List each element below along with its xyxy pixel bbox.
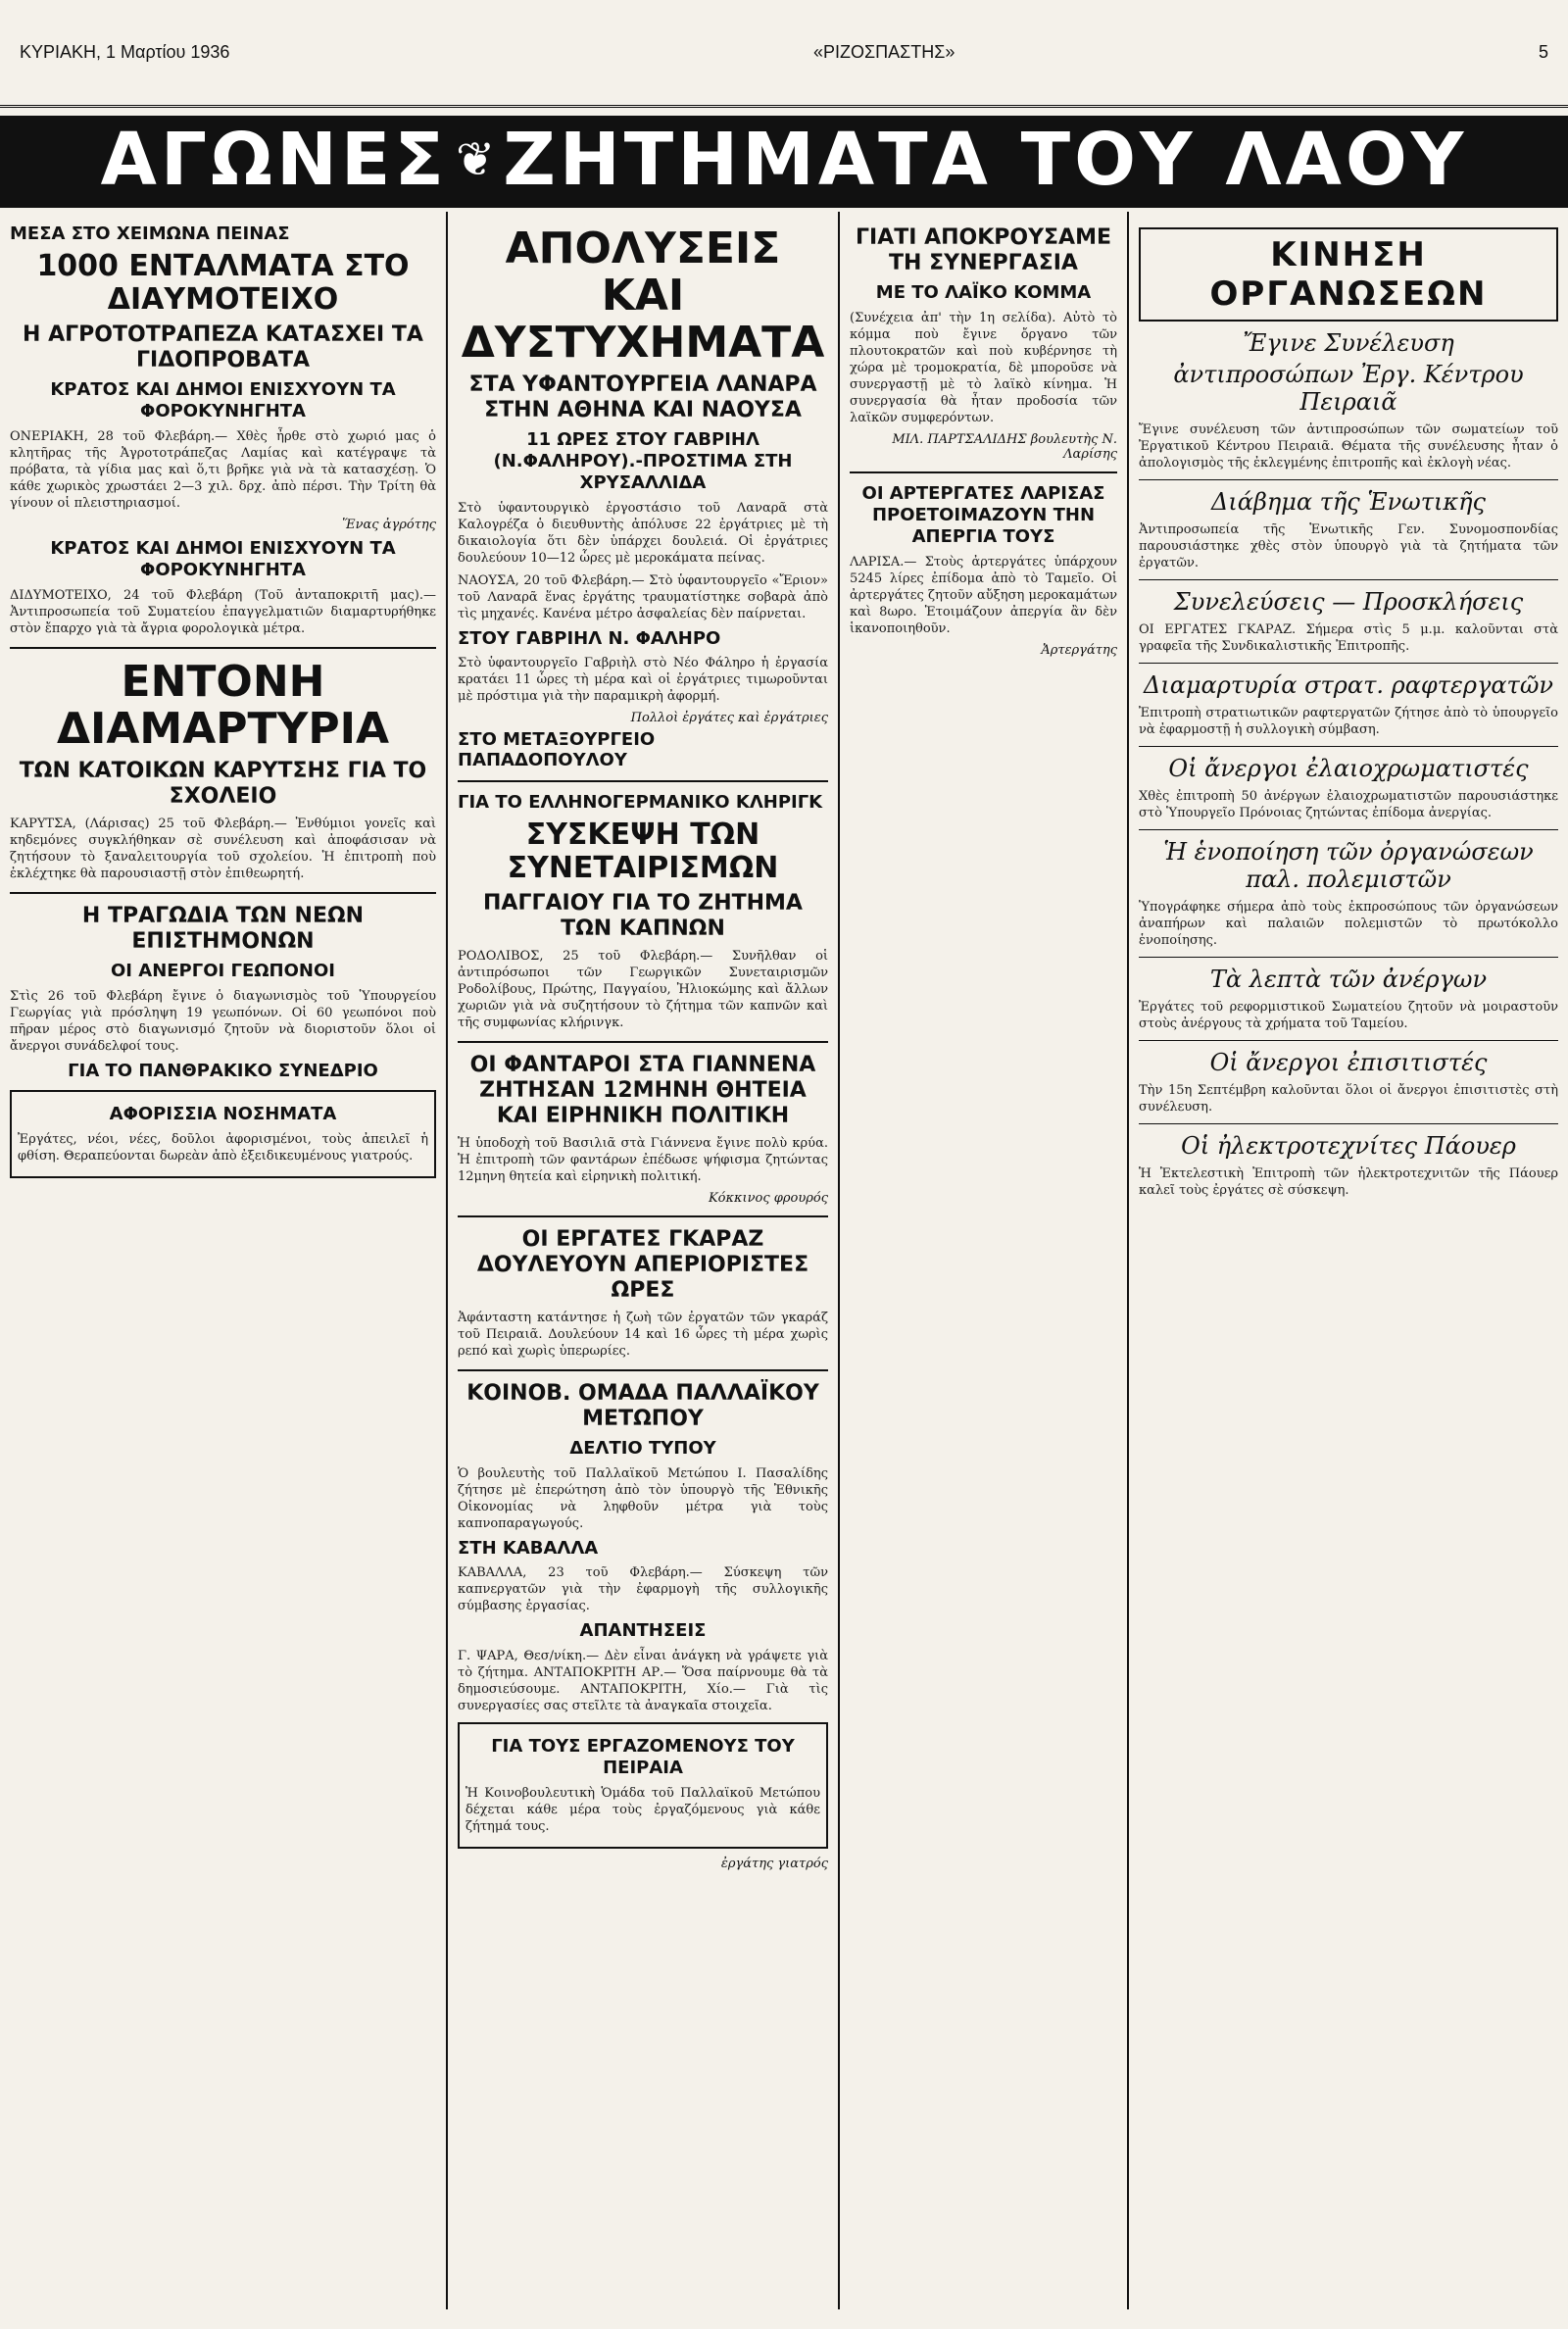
- article-body: ΟΝΕΡΙΑΚΗ, 28 τοῦ Φλεβάρη.— Χθὲς ἦρθε στὸ χωριό μας ὁ κλητῆρας τῆς Ἀγροτοτράπεζας Λαμίας καὶ κατέγραψε τὰ πρόβατα, τὰ γίδια μας καὶ ὅ,τι βρῆκε γιὰ νὰ τὰ κατασχέσῃ. Ὁ κάθε χωρικὸς χρωστάει 2—3 χιλ. δρχ. ἀπὸ πέρσι. Τὴν Τρίτη θὰ γίνουν οἱ πλειστηριασμοί.: [10, 429, 436, 511]
- box-title: ΓΙΑ ΤΟΥΣ ΕΡΓΑΖΟΜΕΝΟΥΣ ΤΟΥ ΠΕΙΡΑΙΑ: [491, 1736, 795, 1778]
- item-body: Ἡ Ἐκτελεστικὴ Ἐπιτροπὴ τῶν ἠλεκτροτεχνιτῶν τῆς Πάουερ καλεῖ τοὺς ἐργάτες σὲ σύσκεψη.: [1139, 1166, 1558, 1198]
- article-subheadline: ΤΩΝ ΚΑΤΟΙΚΩΝ ΚΑΡΥΤΣΗΣ ΓΙΑ ΤΟ ΣΧΟΛΕΙΟ: [19, 759, 427, 809]
- item-body: ΟΙ ΕΡΓΑΤΕΣ ΓΚΑΡΑΖ. Σήμερα στὶς 5 μ.μ. καλοῦνται στὰ γραφεῖα τῆς Συνδικαλιστικῆς Ἐπιτροπῆς.: [1139, 622, 1558, 654]
- article-body: ΝΑΟΥΣΑ, 20 τοῦ Φλεβάρη.— Στὸ ὑφαντουργεῖο «Ἔριον» τοῦ Λαναρᾶ ἕνας ἐργάτης τραυματίστηκε σοβαρὰ ἀπὸ τὶς μηχανές. Κανένα μέτρο ἀσφαλείας δὲν παίρνεται.: [458, 573, 828, 621]
- article-headline: Η ΤΡΑΓΩΔΙΑ ΤΩΝ ΝΕΩΝ ΕΠΙΣΤΗΜΟΝΩΝ: [81, 904, 365, 954]
- divider: [458, 780, 828, 782]
- banner-title-left: ΑΓΩΝΕΣ: [100, 118, 448, 202]
- divider: [1139, 1040, 1558, 1041]
- divider: [458, 1369, 828, 1371]
- article-body: Γ. ΨΑΡΑ, Θεσ/νίκη.— Δὲν εἶναι ἀνάγκη νὰ γράψετε γιὰ τὸ ζήτημα. ΑΝΤΑΠΟΚΡΙΤΗ ΑΡ.— Ὅσα παίρνουμε θὰ τὰ δημοσιεύσουμε. ΑΝΤΑΠΟΚΡΙΤΗ, Χίο.— Γιὰ τὶς συνεργασίες σας στεῖλτε τὰ ἀναγκαῖα στοιχεῖα.: [458, 1649, 828, 1713]
- article-headline: ΣΥΣΚΕΨΗ ΤΩΝ ΣΥΝΕΤΑΙΡΙΣΜΩΝ: [507, 818, 779, 885]
- item-body: Ἔγινε συνέλευση τῶν ἀντιπροσώπων τῶν σωματείων τοῦ Ἐργατικοῦ Κέντρου Πειραιᾶ. Θέματα τῆς συνέλευσης ἦταν ὁ ἀπολογισμὸς τῆς ἐκλεγμένης ἐπιτροπῆς καὶ ἐκλογὴ νέας.: [1139, 422, 1558, 471]
- divider: [10, 892, 436, 894]
- article-subheading: ΣΤΟ ΜΕΤΑΞΟΥΡΓΕΙΟ ΠΑΠΑΔΟΠΟΥΛΟΥ: [458, 729, 656, 770]
- article-headline: ΓΙΑΤΙ ΑΠΟΚΡΟΥΣΑΜΕ ΤΗ ΣΥΝΕΡΓΑΣΙΑ: [855, 225, 1111, 275]
- article-body: Στὸ ὑφαντουργικὸ ἐργοστάσιο τοῦ Λαναρᾶ στὰ Καλογρέζα ὁ διευθυντὴς ἀπόλυσε 22 ἐργάτριες μὲ τὴ δικαιολογία ὅτι δὲν ὑπάρχει δουλειά. Οἱ ἐργάτριες δουλεύουν 10—12 ὧρες μὲ μεροκάματα πείνας.: [458, 501, 828, 566]
- article-subheadline: Η ΑΓΡΟΤΟΤΡΑΠΕΖΑ ΚΑΤΑΣΧΕΙ ΤΑ ΓΙΔΟΠΡΟΒΑΤΑ: [23, 322, 423, 372]
- item-heading: Ἡ ἑνοποίηση τῶν ὀργανώσεων παλ. πολεμιστῶν: [1163, 838, 1534, 893]
- item-heading: Διαμαρτυρία στρατ. ραφτεργατῶν: [1144, 671, 1553, 699]
- column-2: [446, 212, 838, 2309]
- article-headline: ΚΟΙΝΟΒ. ΟΜΑΔΑ ΠΑΛΛΑΪΚΟΥ ΜΕΤΩΠΟΥ: [466, 1381, 819, 1431]
- boxed-notice: [458, 1722, 828, 1849]
- divider: [1139, 746, 1558, 747]
- item-body: Χθὲς ἐπιτροπὴ 50 ἀνέργων ἐλαιοχρωματιστῶν παρουσιάστηκε στὸ Ὑπουργεῖο Πρόνοιας ζητώντας ἐπίδομα ἀνεργίας.: [1139, 789, 1558, 820]
- article-headline: ΟΙ ΕΡΓΑΤΕΣ ΓΚΑΡΑΖ ΔΟΥΛΕΥΟΥΝ ΑΠΕΡΙΟΡΙΣΤΕΣ ΩΡΕΣ: [476, 1227, 809, 1303]
- article-body: Ἀφάνταστη κατάντησε ἡ ζωὴ τῶν ἐργατῶν τῶν γκαράζ τοῦ Πειραιᾶ. Δουλεύουν 14 καὶ 16 ὧρες τὴ μέρα χωρὶς ρεπό καὶ χωρὶς ὑπερωρίες.: [458, 1311, 828, 1359]
- divider: [1139, 579, 1558, 580]
- divider: [850, 471, 1117, 473]
- divider: [1139, 957, 1558, 958]
- box-body: Ἐργάτες, νέοι, νέες, δοῦλοι ἀφορισμένοι, τοὺς ἀπειλεῖ ἡ φθίση. Θεραπεύονται δωρεὰν ἀπὸ ἐξειδικευμένους γιατρούς.: [18, 1132, 428, 1164]
- article-subheadline: ΚΡΑΤΟΣ ΚΑΙ ΔΗΜΟΙ ΕΝΙΣΧΥΟΥΝ ΤΑ ΦΟΡΟΚΥΝΗΓΗΤΑ: [50, 538, 396, 580]
- article-body: (Συνέχεια ἀπ' τὴν 1η σελίδα). Αὐτὸ τὸ κόμμα ποὺ ἔγινε ὄργανο τῶν πλουτοκρατῶν καὶ ποὺ κυβέρνησε τὴ χώρα μὲ τρομοκρατία, δὲ μποροῦσε νὰ συνεργαστῇ μὲ τὸ λαϊκὸ κίνημα. Ἡ συνεργασία θὰ ἦταν προδοσία τῶν λαϊκῶν συμφερόντων.: [850, 311, 1117, 425]
- article-signature: Ἕνας ἀγρότης: [342, 518, 436, 532]
- article-headline: ΑΠΟΛΥΣΕΙΣ ΚΑΙ ΔΥΣΤΥΧΗΜΑΤΑ: [461, 223, 825, 368]
- item-body: Ἐπιτροπὴ στρατιωτικῶν ραφτεργατῶν ζήτησε ἀπὸ τὸ ὑπουργεῖο νὰ ἐφαρμοστῇ ἡ συλλογικὴ σύμβαση.: [1139, 706, 1558, 737]
- item-heading: Ἔγινε Συνέλευση: [1243, 329, 1454, 357]
- divider: [1139, 829, 1558, 830]
- item-heading: Τὰ λεπτὰ τῶν ἀνέργων: [1209, 966, 1488, 993]
- box-body: Ἡ Κοινοβουλευτικὴ Ὁμάδα τοῦ Παλλαϊκοῦ Μετώπου δέχεται κάθε μέρα τοὺς ἐργαζόμενους γιὰ κάθε ζήτημά τους.: [466, 1786, 820, 1834]
- item-heading: Συνελεύσεις — Προσκλήσεις: [1173, 588, 1524, 616]
- article-body: Στὸ ὑφαντουργεῖο Γαβριὴλ στὸ Νέο Φάληρο ἡ ἐργασία κρατάει 11 ὧρες τὴ μέρα καὶ οἱ ἐργάτριες τιμωροῦνται μὲ πρόστιμα γιὰ τὴν παραμικρὴ ἀφορμή.: [458, 656, 828, 704]
- article-subheadline: ΓΙΑ ΤΟ ΠΑΝΘΡΑΚΙΚΟ ΣΥΝΕΔΡΙΟ: [68, 1061, 378, 1081]
- article-body: ΡΟΔΟΛΙΒΟΣ, 25 τοῦ Φλεβάρη.— Συνῆλθαν οἱ ἀντιπρόσωποι τῶν Γεωργικῶν Συνεταιρισμῶν Ροδολίβους, Πρώτης, Παγγαίου, Ἠλιοκώμης καὶ ἄλλων χωριῶν γιὰ νὰ συζητήσουν τὸ ζήτημα τῶν καπνῶν καὶ τῆς συμφωνίας κλήρινγκ.: [458, 949, 828, 1030]
- article-body: ΚΑΒΑΛΛΑ, 23 τοῦ Φλεβάρη.— Σύσκεψη τῶν καπνεργατῶν γιὰ τὴν ἐφαρμογὴ τῆς συλλογικῆς σύμβασης ἐργασίας.: [458, 1565, 828, 1613]
- item-heading: Οἱ ἠλεκτροτεχνίτες Πάουερ: [1181, 1132, 1516, 1160]
- article-signature: ἐργάτης γιατρός: [720, 1857, 828, 1871]
- article-signature: Κόκκινος φρουρός: [708, 1191, 828, 1206]
- article-subheading: ΣΤΗ ΚΑΒΑΛΛΑ: [458, 1538, 599, 1559]
- column-4: [1127, 212, 1568, 2309]
- boxed-notice: [10, 1090, 436, 1178]
- item-body: Ἐργάτες τοῦ ρεφορμιστικοῦ Σωματείου ζητοῦν νὰ μοιραστοῦν στοὺς ἀνέργους τὰ χρήματα τοῦ Ταμείου.: [1139, 1000, 1558, 1031]
- paper-name: «ΡΙΖΟΣΠΑΣΤΗΣ»: [813, 42, 956, 62]
- page-header: [0, 0, 1568, 108]
- article-signature: Ἀρτεργάτης: [1041, 643, 1117, 658]
- section-banner: [0, 116, 1568, 208]
- item-heading: Οἱ ἄνεργοι ἐπισιτιστές: [1209, 1049, 1488, 1076]
- article-headline: ΕΝΤΟΝΗ ΔΙΑΜΑΡΤΥΡΙΑ: [56, 657, 390, 754]
- article-body: Ὁ βουλευτὴς τοῦ Παλλαϊκοῦ Μετώπου Ι. Πασαλίδης ζήτησε μὲ ἐπερώτηση ἀπὸ τὸν ὑπουργὸ τῆς Ἐθνικῆς Οἰκονομίας νὰ ληφθοῦν μέτρα γιὰ τοὺς καπνοπαραγωγούς.: [458, 1466, 828, 1531]
- article-subheadline: ΔΕΛΤΙΟ ΤΥΠΟΥ: [569, 1438, 716, 1459]
- article-signature: Πολλοὶ ἐργάτες καὶ ἐργάτριες: [630, 711, 828, 725]
- article-body: ΛΑΡΙΣΑ.— Στοὺς ἀρτεργάτες ὑπάρχουν 5245 λίρες ἐπίδομα ἀπὸ τὸ Ταμεῖο. Οἱ ἀρτεργάτες ζητοῦν αὔξηση μεροκαμάτων καὶ 8ωρο. Ἑτοιμάζουν ἀπεργία ἂν δὲν ἱκανοποιηθοῦν.: [850, 555, 1117, 636]
- article-body: Στὶς 26 τοῦ Φλεβάρη ἔγινε ὁ διαγωνισμὸς τοῦ Ὑπουργείου Γεωργίας γιὰ πρόσληψη 19 γεωπόνων. Οἱ 60 γεωπόνοι ποὺ πῆραν μέρος στὸ διαγωνισμό ζητοῦν νὰ διοριστοῦν ὅλοι οἱ ἄνεργοι συνάδελφοί τους.: [10, 989, 436, 1054]
- column-1: [0, 212, 446, 2309]
- issue-date: ΚΥΡΙΑΚΗ, 1 Μαρτίου 1936: [20, 42, 230, 62]
- box-title: ΑΦΟΡΙΣΣΙΑ ΝΟΣΗΜΑΤΑ: [109, 1104, 337, 1124]
- banner-title-right: ΖΗΤΗΜΑΤΑ ΤΟΥ ΛΑΟΥ: [503, 118, 1468, 202]
- article-subheadline: ΚΡΑΤΟΣ ΚΑΙ ΔΗΜΟΙ ΕΝΙΣΧΥΟΥΝ ΤΑ ΦΟΡΟΚΥΝΗΓΗΤΑ: [50, 379, 396, 421]
- divider: [10, 647, 436, 649]
- article-subheadline: ΜΕ ΤΟ ΛΑΪΚΟ ΚΟΜΜΑ: [875, 282, 1092, 303]
- article-subheadline: ΣΤΑ ΥΦΑΝΤΟΥΡΓΕΙΑ ΛΑΝΑΡΑ ΣΤΗΝ ΑΘΗΝΑ ΚΑΙ ΝΑΟΥΣΑ: [468, 372, 817, 422]
- section-box: [1139, 227, 1558, 322]
- section-title: ΚΙΝΗΣΗ ΟΡΓΑΝΩΣΕΩΝ: [1209, 235, 1488, 314]
- article-subheadline: ΠΑΓΓΑΙΟΥ ΓΙΑ ΤΟ ΖΗΤΗΜΑ ΤΩΝ ΚΑΠΝΩΝ: [483, 891, 803, 941]
- article-kicker: ΓΙΑ ΤΟ ΕΛΛΗΝΟΓΕΡΜΑΝΙΚΟ ΚΛΗΡΙΓΚ: [458, 792, 823, 813]
- item-heading: ἀντιπροσώπων Ἐργ. Κέντρου Πειραιᾶ: [1173, 361, 1524, 416]
- article-subheadline: ΟΙ ΑΝΕΡΓΟΙ ΓΕΩΠΟΝΟΙ: [111, 961, 335, 981]
- divider: [1139, 479, 1558, 480]
- column-3: [838, 212, 1127, 2309]
- article-headline: ΟΙ ΦΑΝΤΑΡΟΙ ΣΤΑ ΓΙΑΝΝΕΝΑ ΖΗΤΗΣΑΝ 12ΜΗΝΗ ΘΗΤΕΙΑ ΚΑΙ ΕΙΡΗΝΙΚΗ ΠΟΛΙΤΙΚΗ: [469, 1053, 816, 1128]
- article-subheadline: 11 ΩΡΕΣ ΣΤΟΥ ΓΑΒΡΙΗΛ (Ν.ΦΑΛΗΡΟΥ).-ΠΡΟΣΤΙΜΑ ΣΤΗ ΧΡΥΣΑΛΛΙΔΑ: [493, 429, 793, 493]
- article-headline: ΑΠΑΝΤΗΣΕΙΣ: [579, 1620, 707, 1641]
- divider: [458, 1041, 828, 1043]
- article-kicker: ΜΕΣΑ ΣΤΟ ΧΕΙΜΩΝΑ ΠΕΙΝΑΣ: [10, 223, 290, 244]
- article-body: Ἡ ὑποδοχὴ τοῦ Βασιλιᾶ στὰ Γιάννενα ἔγινε πολὺ κρύα. Ἡ ἐπιτροπὴ τῶν φαντάρων ἐπέδωσε ψήφισμα ζητώντας 12μηνη θητεία καὶ εἰρηνικὴ πολιτική.: [458, 1136, 828, 1184]
- divider: [1139, 1123, 1558, 1124]
- page-number: 5: [1538, 42, 1548, 62]
- item-body: Ὑπογράφηκε σήμερα ἀπὸ τοὺς ἐκπροσώπους τῶν ὀργανώσεων ἀναπήρων καὶ παλαιῶν πολεμιστῶν τὸ πρωτόκολλο ἑνοποίησης.: [1139, 900, 1558, 948]
- item-body: Ἀντιπροσωπεία τῆς Ἑνωτικῆς Γεν. Συνομοσπονδίας παρουσιάστηκε χθὲς στὸν ὑπουργὸ γιὰ τὰ ζητήματα τῶν ἐργατῶν.: [1139, 522, 1558, 570]
- article-body: ΚΑΡΥΤΣΑ, (Λάρισας) 25 τοῦ Φλεβάρη.— Ἐνθύμιοι γονεῖς καὶ κηδεμόνες συγκλήθηκαν σὲ συνέλευση καὶ ἀποφάσισαν νὰ ζητήσουν τὸ ξαναλειτουργία τοῦ σχολείου. Ἡ ἐπιτροπὴ ποὺ ἐκλέχτηκε θὰ παρουσιαστῇ στὸν ἐπιθεωρητή.: [10, 817, 436, 881]
- leaf-icon: ❦: [455, 132, 496, 187]
- item-body: Τὴν 15η Σεπτέμβρη καλοῦνται ὅλοι οἱ ἄνεργοι ἐπισιτιστὲς στὴ συνέλευση.: [1139, 1083, 1558, 1115]
- article-signature: ΜΙΛ. ΠΑΡΤΣΑΛΙΔΗΣ βουλευτὴς Ν. Λαρίσης: [892, 432, 1117, 462]
- article-body: ΔΙΔΥΜΟΤΕΙΧΟ, 24 τοῦ Φλεβάρη (Τοῦ ἀνταποκριτῆ μας).— Ἀντιπροσωπεία τοῦ Συματείου ἐπαγγελματιῶν διαμαρτυρήθηκε στὸν ἔπαρχο γιὰ τὰ ἄγρια φορολογικὰ μέτρα.: [10, 588, 436, 636]
- divider: [458, 1215, 828, 1217]
- article-headline: 1000 ΕΝΤΑΛΜΑΤΑ ΣΤΟ ΔΙΑΥΜΟΤΕΙΧΟ: [36, 249, 410, 317]
- item-heading: Οἱ ἄνεργοι ἐλαιοχρωματιστές: [1168, 755, 1529, 782]
- article-headline: ΟΙ ΑΡΤΕΡΓΑΤΕΣ ΛΑΡΙΣΑΣ ΠΡΟΕΤΟΙΜΑΖΟΥΝ ΤΗΝ ΑΠΕΡΓΙΑ ΤΟΥΣ: [861, 483, 1105, 547]
- article-subheading: ΣΤΟΥ ΓΑΒΡΙΗΛ Ν. ΦΑΛΗΡΟ: [458, 628, 721, 649]
- divider: [1139, 663, 1558, 664]
- item-heading: Διάβημα τῆς Ἑνωτικῆς: [1211, 488, 1486, 516]
